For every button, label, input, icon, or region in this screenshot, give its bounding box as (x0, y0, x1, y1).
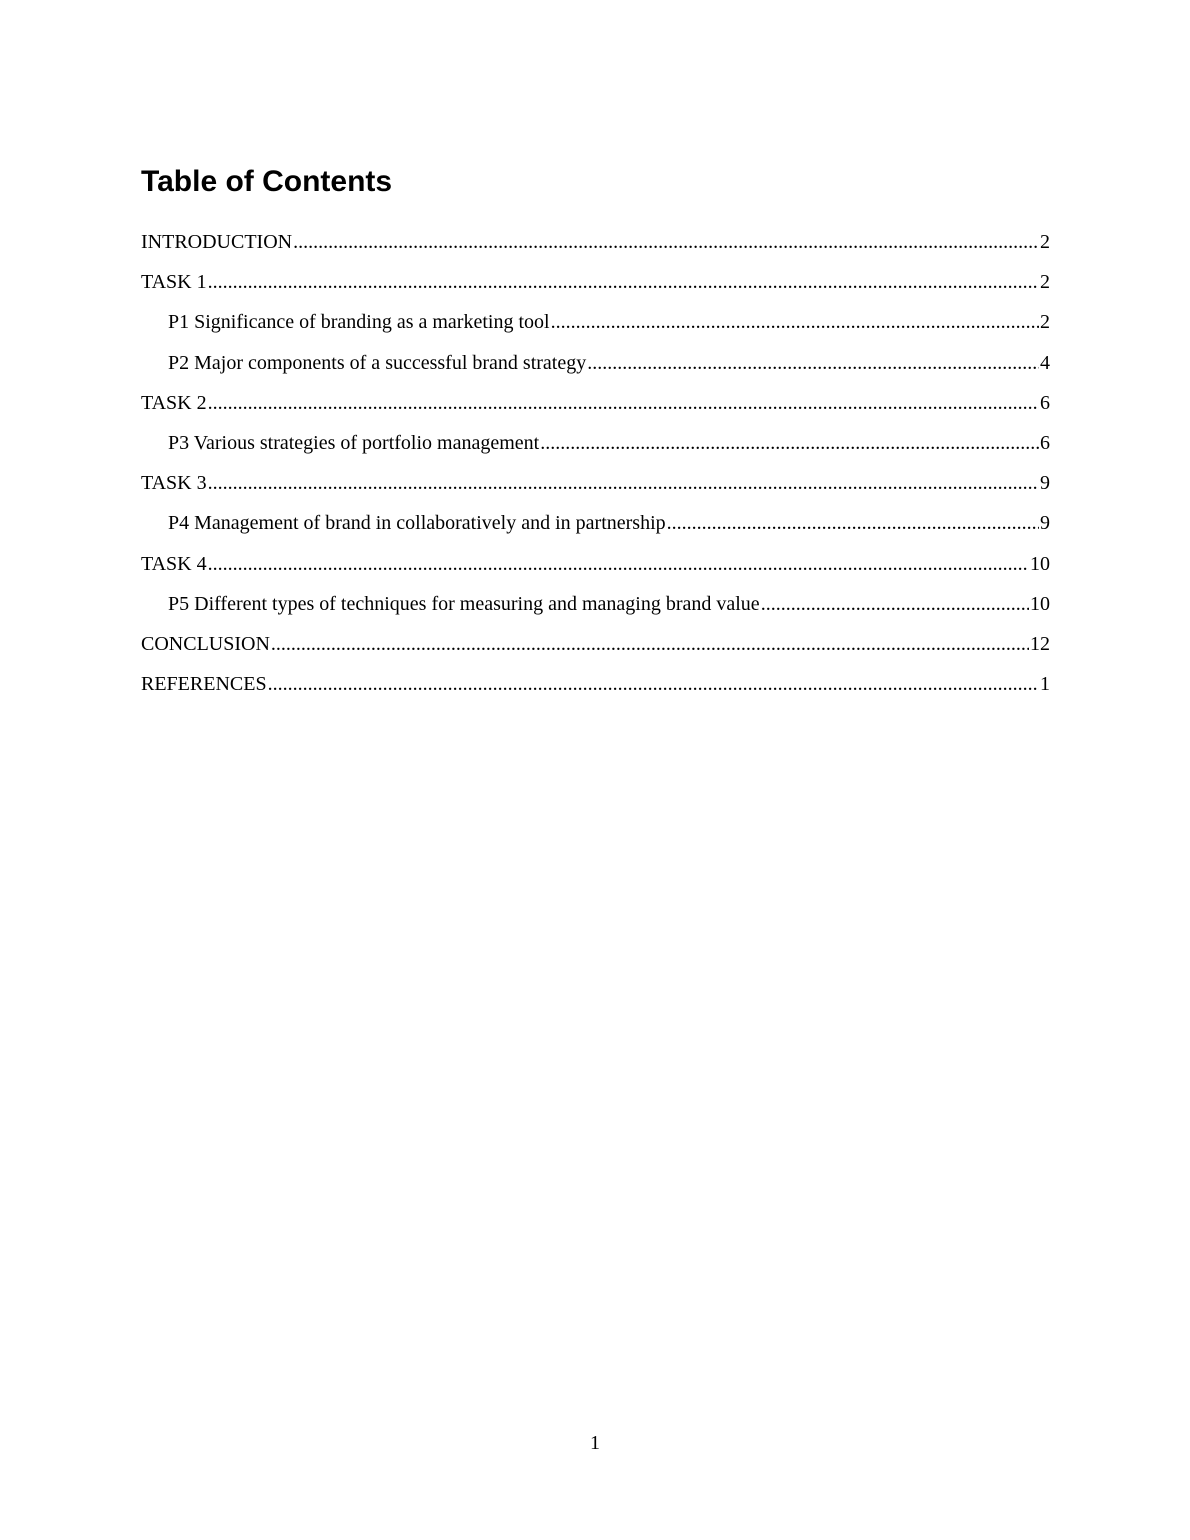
toc-entry-task-2[interactable] (141, 383, 1050, 423)
toc-entry-text: REFERENCES (141, 673, 267, 696)
toc-entry-task-3[interactable] (141, 463, 1050, 503)
toc-entry-p4[interactable] (141, 503, 1050, 543)
toc-dot-leader (208, 391, 1039, 415)
toc-dot-leader (208, 270, 1039, 294)
toc-page-number: 10 (1030, 552, 1050, 575)
toc-entry-conclusion[interactable] (141, 624, 1050, 664)
toc-entry-text: TASK 1 (141, 271, 207, 294)
toc-entry-task-1[interactable] (141, 262, 1050, 302)
toc-page-number: 2 (1040, 231, 1050, 254)
toc-entry-text: P5 Different types of techniques for measuring and managing brand value (168, 592, 760, 615)
toc-page-number: 12 (1030, 632, 1050, 655)
toc-dot-leader (208, 552, 1029, 576)
toc-entry-text: TASK 3 (141, 472, 207, 495)
toc-entry-introduction[interactable] (141, 222, 1050, 262)
toc-dot-leader (761, 592, 1029, 616)
toc-entry-p5[interactable] (141, 584, 1050, 624)
toc-page-number: 2 (1040, 311, 1050, 334)
toc-entry-task-4[interactable] (141, 544, 1050, 584)
toc-entry-text: P3 Various strategies of portfolio management (168, 432, 540, 455)
toc-entry-text: P2 Major components of a successful brand strategy (168, 351, 587, 374)
toc-dot-leader (587, 351, 1039, 375)
toc-entry-references[interactable] (141, 664, 1050, 704)
toc-entry-text: TASK 2 (141, 391, 207, 414)
toc-entry-text: INTRODUCTION (141, 231, 293, 254)
toc-entry-text: TASK 4 (141, 552, 207, 575)
toc-dot-leader (268, 672, 1039, 696)
toc-page-number: 4 (1040, 351, 1050, 374)
toc-dot-leader (540, 431, 1039, 455)
toc-entry-p1[interactable] (141, 302, 1050, 342)
toc-dot-leader (667, 511, 1039, 535)
toc-entry-text: CONCLUSION (141, 632, 270, 655)
toc-dot-leader (208, 471, 1039, 495)
toc-entry-text: P1 Significance of branding as a marketing tool (168, 311, 550, 334)
toc-entry-text: P4 Management of brand in collaboratively and in partnership (168, 512, 666, 535)
toc-entry-p2[interactable] (141, 343, 1050, 383)
toc-page-number: 6 (1040, 432, 1050, 455)
toc-page-number: 9 (1040, 472, 1050, 495)
toc-title: Table of Contents (141, 165, 393, 198)
toc-page-number: 9 (1040, 512, 1050, 535)
toc-dot-leader (293, 230, 1039, 254)
page-number: 1 (590, 1432, 600, 1454)
toc-page-number: 6 (1040, 391, 1050, 414)
toc-dot-leader (551, 310, 1039, 334)
toc-page-number: 2 (1040, 271, 1050, 294)
toc-page-number: 1 (1040, 673, 1050, 696)
toc-entry-p3[interactable] (141, 423, 1050, 463)
toc-page-number: 10 (1030, 592, 1050, 615)
toc-list (141, 222, 1050, 704)
toc-dot-leader (271, 632, 1029, 656)
